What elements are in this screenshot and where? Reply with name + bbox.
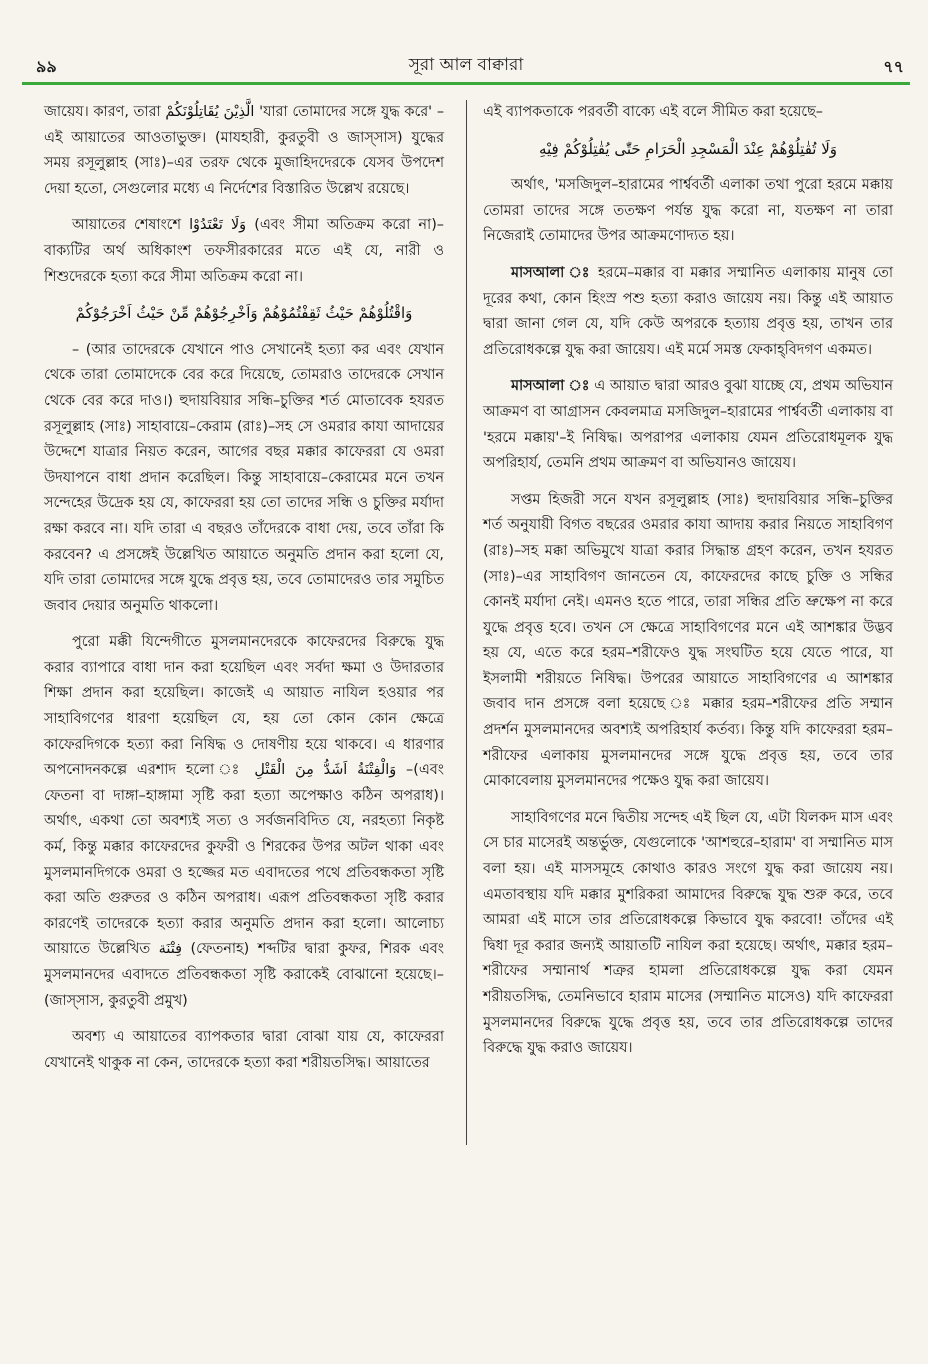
arabic-word: فِتْنَة [158, 941, 182, 958]
page-header [22, 50, 910, 80]
running-title: সূরা আল বাক্বারা [408, 55, 524, 75]
arabic-phrase: وَالْفِتْنَةُ اَشَدُّ مِنَ الْقَتْلِ [254, 762, 397, 779]
arabic-verse: وَاقْتُلُوْهُمْ حَيْثُ ثَقِفْتُمُوْهُمْ وَاَخْرِجُوْهُمْ مِّنْ حَيْثُ اَخْرَجُوْكُمْ [75, 304, 413, 323]
text-run: এ আয়াত দ্বারা আরও বুঝা যাচ্ছে যে, প্রথম অভিযান আক্রমণ বা আগ্রাসন কেবলমাত্র মসজিদুল–হারামের পার্শ্ববর্তী এলাকায় বা 'হরমে মক্কায়'–ই নিষিদ্ধ। অপরাপর এলাকায় যেমন প্রতিরোধমূলক যুদ্ধ অপরিহার্য, তেমনি প্রথম আক্রমণ বা অভিযানও জায়েয। [483, 378, 894, 472]
paragraph: – (আর তাদেরকে যেখানে পাও সেখানেই হত্যা কর এবং যেখান থেকে তারা তোমাদেকে বের করে দিয়েছে, তোমরাও তাদেরকে সেখান থেকে বের করে দাও।) হুদায়বিয়ার সন্ধি–চুক্তির শর্ত মোতাবেক হযরত রসূলুল্লাহ (সাঃ) সাহাবায়ে–কেরাম (রাঃ)–সহ সে ওমরার কাযা আদায়ের উদ্দেশে যাত্রার নিয়ত করেন, আগের বছর মক্কার কাফেররা যে ওমরা উদযাপনে বাধা প্রদান করেছিল। কিন্তু সাহাবায়ে–কেরামের মনে তখন সন্দেহের উদ্রেক হয় যে, কাফেররা হয় তো তাদের সন্ধি ও চুক্তির মর্যাদা রক্ষা করবে না। যদি তারা এ বছরও তাঁদেরকে বাধা দেয়, তবে তাঁরা কি করবেন? এ প্রসঙ্গেই উল্লেখিত আয়াতে অনুমতি প্রদান করা হলো যে, যদি তারা তোমাদের সঙ্গে যুদ্ধে প্রবৃত্ত হয়, তবে তোমাদেরও তার সমুচিত জবাব দেয়ার অনুমতি থাকলো। [44, 341, 444, 614]
paragraph [44, 100, 444, 202]
paragraph [483, 374, 893, 476]
page-number-right: ৭৭ [883, 57, 904, 76]
text-run: (এবং সীমা অতিক্রম করো না)–বাক্যটির অর্থ অধিকাংশ তফসীরকারের মতে এই যে, নারী ও শিশুদেরকে হত্যা করে সীমা অতিক্রম করো না। [44, 217, 445, 285]
paragraph [44, 213, 444, 290]
masala-label: মাসআলা ঃ [511, 264, 592, 281]
paragraph: অবশ্য এ আয়াতের ব্যাপকতার দ্বারা বোঝা যায় যে, কাফেররা যেখানেই থাকুক না কেন, তাদেরকে হত্যা করা শরীয়তসিদ্ধ। আয়াতের [44, 1029, 444, 1071]
paragraph: সপ্তম হিজরী সনে যখন রসূলুল্লাহ (সাঃ) হুদায়বিয়ার সন্ধি–চুক্তির শর্ত অনুযায়ী বিগত বছরের ওমরার কাযা আদায় করার নিয়তে সাহাবিগণ (রাঃ)–সহ মক্কা অভিমুখে যাত্রা করার সিদ্ধান্ত গ্রহণ করেন, তখন হযরত (সাঃ)–এর সাহাবিগণ জানতেন যে, কাফেরদের কাছে চুক্তি ও সন্ধির কোনই মর্যাদা নেই। এমনও হতে পারে, তারা সন্ধির প্রতি ভ্রুক্ষেপ না করে যুদ্ধে প্রবৃত্ত হবে। তখন সে ক্ষেত্রে সাহাবিগণের মনে এই আশঙ্কার উদ্ভব হয় যে, এতে করে হরম–শরীফেও যুদ্ধ সংঘটিত হয়ে যেতে পারে, যা ইসলামী শরীয়তে নিষিদ্ধ। উপরের আয়াতে সাহাবিগণের এ আশঙ্কার জবাব দান প্রসঙ্গে বলা হয়েছে ঃ মক্কার হরম–শরীফের প্রতি সম্মান প্রদর্শন মুসলমানদের অবশ্যই অপরিহার্য কর্তব্য। কিন্তু যদি কাফেররা হরম–শরীফের এলাকায় মুসলমানদের সঙ্গে যুদ্ধে প্রবৃত্ত হয়, তবে তার মোকাবেলায় মুসলমানদের পক্ষেও যুদ্ধ করা জায়েয। [483, 491, 893, 790]
right-column [483, 100, 893, 1073]
text-run: জায়েয। কারণ, তারা [44, 104, 161, 120]
paragraph [483, 261, 893, 363]
left-column [44, 100, 444, 1087]
text-run: 'যারা তোমাদের সঙ্গে যুদ্ধ করে' – এই আয়াতের আওতাভুক্ত। (মাযহারী, কুরতুবী ও জাস্‌সাস) যুদ্ধের সময় রসূলুল্লাহ (সাঃ)–এর তরফ থেকে মুজাহিদদেরকে যেসব উপদেশ দেয়া হতো, সেগুলোর মধ্যে এ নির্দেশের বিস্তারিত উল্লেখ রয়েছে। [44, 104, 445, 197]
paragraph: সাহাবিগণের মনে দ্বিতীয় সন্দেহ এই ছিল যে, এটা যিলকদ মাস এবং সে চার মাসেরই অন্তর্ভুক্ত, যেগুলোকে 'আশহুরে–হারাম' বা সম্মানিত মাস বলা হয়। এই মাসসমূহে কোথাও কারও সংগে যুদ্ধ করা জায়েয নয়। এমতাবস্থায় যদি মক্কার মুশরিকরা আমাদের বিরুদ্ধে যুদ্ধ শুরু করে, তবে আমরা এই মাসে তার প্রতিরোধকল্পে কিভাবে যুদ্ধ করবো! তাঁদের এই দ্বিধা দূর করার জন্যই আয়াতটি নাযিল করা হয়েছে। অর্থাৎ, মক্কার হরম–শরীফের সম্মানার্থ শত্রুর হামলা প্রতিরোধকল্পে যুদ্ধ করা যেমন শরীয়তসিদ্ধ, তেমনিভাবে হারাম মাসের (সম্মানিত মাসেও) যদি কাফেররা মুসলমানদের বিরুদ্ধে যুদ্ধে প্রবৃত্ত হয়, তবে তার প্রতিরোধকল্পে তাদের বিরুদ্ধে যুদ্ধ করাও জায়েয। [483, 809, 893, 1057]
masala-label: মাসআলা ঃ [511, 378, 590, 395]
text-run: পুরো মক্কী যিন্দেগীতে মুসলমানদেরকে কাফেরদের বিরুদ্ধে যুদ্ধ করার ব্যাপারে বাধা দান করা হয়েছিল এবং সর্বদা ক্ষমা ও উদারতার শিক্ষা প্রদান করা হয়েছিল। কাজেই এ আয়াত নাযিল হওয়ার পর সাহাবিগণের ধারণা হয়েছিল যে, হয় তো কোন কোন ক্ষেত্রে কাফেরদিগকে হত্যা করা নিষিদ্ধ ও দোষণীয় হয়ে থাকবে। এ ধারণার অপনোদনকল্পে এরশাদ হলো ঃ [44, 634, 444, 779]
paragraph: এই ব্যাপকতাকে পরবর্তী বাক্যে এই বলে সীমিত করা হয়েছে– [483, 104, 824, 120]
text-run: হরমে–মক্কার বা মক্কার সম্মানিত এলাকায় মানুষ তো দূরের কথা, কোন হিংস্র পশু হত্যা করাও জায়েয নয়। কিন্তু এই আয়াত দ্বারা জানা গেল যে, যদি কেউ অপরকে হত্যায় প্রবৃত্ত হয়, তাখন তার প্রতিরোধকল্পে যুদ্ধ করা জায়েয। এই মর্মে সমস্ত ফেকাহ্‌বিদগণ একমত। [483, 264, 894, 358]
paragraph: অর্থাৎ, 'মসজিদুল–হারামের পার্শ্ববর্তী এলাকা তথা পুরো হরমে মক্কায় তোমরা তাদের সঙ্গে ততক্ষণ পর্যন্ত যুদ্ধ করো না, যতক্ষণ না তারা নিজেরাই তোমাদের উপর আক্রমণোদ্যত হয়। [483, 177, 893, 245]
arabic-phrase: الَّذِيْنَ يُقَاتِلُوْنَكُمْ [165, 104, 255, 120]
text-run: (ফেতনাহ) শব্দটির দ্বারা কুফর, শিরক এবং মুসলমানদের এবাদতে প্রতিবন্ধকতা সৃষ্টি করাকেই বোঝানো হয়েছে।– (জাস্‌সাস, কুরতুবী প্রমুখ) [44, 941, 444, 1009]
paragraph [44, 630, 444, 1014]
arabic-verse: وَلَا تُقٰتِلُوْهُمْ عِنْدَ الْمَسْجِدِ الْحَرَامِ حَتّٰى يُقٰتِلُوْكُمْ فِيْهِ [538, 139, 838, 158]
header-rule [22, 82, 910, 85]
text-run: আয়াতের শেষাংশে [72, 217, 181, 234]
text-run: –(এবং ফেতনা বা দাঙ্গা–হাঙ্গামা সৃষ্টি করা হত্যা অপেক্ষাও কঠিন অপরাধ)। অর্থাৎ, একথা তো অবশ্যই সত্য ও সর্বজনবিদিত যে, নরহত্যা নিকৃষ্ট কর্ম, কিন্তু মক্কার কাফেরদের কুফরী ও শিরকের উপর অটল থাকা এবং মুসলমানদিগকে ওমরা ও হজ্জের মত এবাদতের পথে প্রতিবন্ধকতা সৃষ্টি করা অতি গুরুতর ও কঠিন অপরাধ। এরূপ প্রতিবন্ধকতা সৃষ্টি করার কারণেই তাদেরকে হত্যা করার অনুমতি প্রদান করা হলো। আলোচ্য আয়াতে উল্লেখিত [44, 762, 444, 958]
arabic-phrase: وَلَا تَعْتَدُوْا [189, 217, 247, 234]
column-divider [466, 100, 467, 1145]
page-number-left: ৯৯ [36, 57, 57, 76]
